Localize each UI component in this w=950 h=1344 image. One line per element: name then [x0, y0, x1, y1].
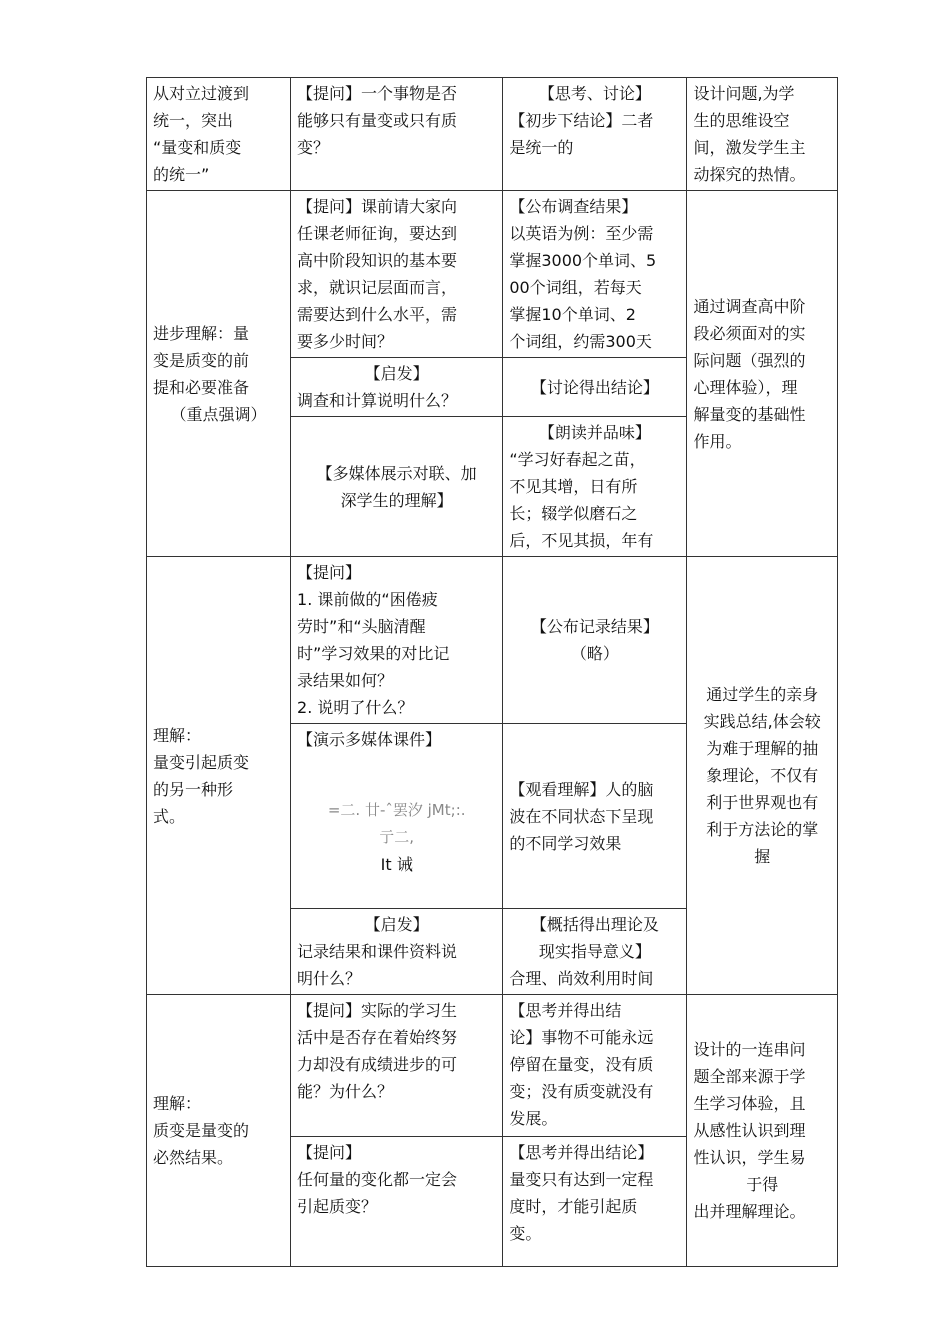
teacher-activity-cell	[291, 1137, 503, 1267]
intent-text: 利于世界观也有	[706, 793, 819, 812]
intent-text: 际问题（强烈的	[693, 350, 806, 370]
student-text: 后，不见其损，年有	[509, 531, 654, 550]
courseware-snippet-text: =二. 廿-ˆ罢汐 jMt;:.	[327, 801, 466, 819]
stage-text: 的统一”	[153, 165, 210, 184]
table-row	[147, 557, 838, 724]
intent-text: 通过调查高中阶	[693, 296, 806, 316]
student-text: 量变只有达到一定程	[509, 1170, 654, 1189]
intent-text: 段必须面对的实	[693, 323, 806, 343]
stage-text: 理解：	[153, 1094, 202, 1113]
teacher-activity-cell	[291, 78, 503, 191]
intent-text: 性认识，学生易	[693, 1148, 806, 1167]
teacher-text: 引起质变？	[297, 1197, 378, 1216]
intent-text: 生的思维设空	[693, 111, 790, 130]
teacher-text: 【提问】	[297, 1143, 362, 1162]
teacher-activity-cell	[291, 191, 503, 358]
student-text: “学习好春起之苗，	[509, 450, 646, 469]
stage-cell	[147, 78, 291, 191]
student-activity-cell	[503, 1137, 687, 1267]
teacher-activity-cell	[291, 557, 503, 724]
stage-text: 式。	[153, 806, 186, 826]
teacher-text: 深学生的理解】	[340, 490, 453, 510]
intent-text: 心理体验），理	[693, 377, 798, 397]
student-text: 变；没有质变就没有	[509, 1082, 654, 1101]
table-row	[147, 191, 838, 358]
intent-text: 生学习体验，且	[693, 1094, 806, 1113]
student-text: 【朗读并品味】	[538, 423, 651, 442]
student-text: （略）	[570, 644, 619, 663]
student-text: 【思考并得出结	[509, 1001, 622, 1020]
teacher-text: 【启发】	[364, 915, 429, 934]
teacher-text: 力却没有成绩进步的可	[297, 1055, 458, 1074]
stage-text: 质变是量变的	[153, 1121, 250, 1140]
intent-text: 为难于理解的抽	[706, 739, 819, 758]
table-row	[147, 78, 838, 191]
student-text: 波在不同状态下呈现	[509, 806, 654, 826]
courseware-snippet-text: It 诫	[380, 855, 413, 874]
stage-cell	[147, 995, 291, 1267]
student-activity-cell	[503, 995, 687, 1137]
stage-text: 的另一种形	[153, 779, 234, 799]
student-text: 个词组，约需300天	[509, 332, 652, 351]
student-text: 掌握3000个单词、5	[509, 251, 657, 270]
student-activity-cell	[503, 358, 687, 417]
student-activity-cell	[503, 557, 687, 724]
teacher-activity-cell	[291, 909, 503, 995]
stage-text: 进步理解：量	[153, 323, 250, 343]
teacher-text: 时”学习效果的对比记	[297, 644, 450, 663]
student-text: 的不同学习效果	[509, 833, 622, 853]
stage-text: “量变和质变	[153, 138, 242, 157]
teacher-text: 【提问】课前请大家向	[297, 197, 458, 216]
design-intent-cell	[687, 557, 838, 995]
stage-text: 理解：	[153, 725, 202, 745]
intent-text: 实践总结,体会较	[703, 712, 821, 731]
teacher-text: 活中是否存在着始终努	[297, 1028, 458, 1047]
stage-text: 从对立过渡到	[153, 84, 250, 103]
teacher-text: 任何量的变化都一定会	[297, 1170, 458, 1189]
teacher-text: 【提问】实际的学习生	[297, 1001, 458, 1020]
teacher-activity-cell	[291, 358, 503, 417]
intent-text: 设计问题,为学	[693, 84, 795, 103]
intent-text: 题全部来源于学	[693, 1067, 806, 1086]
student-text: 现实指导意义】	[538, 942, 651, 961]
stage-text: （重点强调）	[170, 404, 267, 424]
student-text: 论】事物不可能永远	[509, 1028, 654, 1047]
teacher-text: 记录结果和课件资料说	[297, 942, 458, 961]
stage-cell	[147, 191, 291, 557]
teacher-text: 1. 课前做的“困倦疲	[297, 590, 438, 609]
teacher-text: 要多少时间？	[297, 332, 394, 351]
teacher-text: 明什么？	[297, 969, 362, 988]
courseware-snippet-text: 亍二,	[379, 828, 415, 846]
stage-cell	[147, 557, 291, 995]
student-activity-cell	[503, 909, 687, 995]
intent-text: 解量变的基础性	[693, 404, 806, 424]
student-text: 00个词组，若每天	[509, 278, 642, 297]
stage-text: 必然结果。	[153, 1148, 234, 1167]
teacher-text: 需要达到什么水平，需	[297, 305, 458, 324]
intent-text: 于得	[746, 1175, 779, 1194]
teacher-text: 录结果如何？	[297, 671, 394, 690]
student-text: 掌握10个单词、2	[509, 305, 636, 324]
student-text: 度时，才能引起质	[509, 1197, 638, 1216]
intent-text: 从感性认识到理	[693, 1121, 806, 1140]
design-intent-cell	[687, 995, 838, 1267]
student-text: 【思考、讨论】	[538, 84, 651, 103]
student-text: 【讨论得出结论】	[530, 377, 659, 397]
stage-text: 提和必要准备	[153, 377, 250, 397]
teacher-text: 能够只有量变或只有质	[297, 111, 458, 130]
teacher-activity-cell	[291, 417, 503, 557]
teacher-text: 任课老师征询，要达到	[297, 224, 458, 243]
student-text: 【概括得出理论及	[530, 915, 659, 934]
intent-text: 通过学生的亲身	[706, 685, 819, 704]
teacher-text: 【提问】一个事物是否	[297, 84, 458, 103]
stage-text: 量变引起质变	[153, 752, 250, 772]
student-text: 【观看理解】人的脑	[509, 779, 654, 799]
stage-text: 统一，突出	[153, 111, 234, 130]
teacher-text: 求，就识记层面而言，	[297, 278, 458, 297]
intent-text: 间，激发学生主	[693, 138, 806, 157]
student-activity-cell	[503, 724, 687, 909]
student-text: 发展。	[509, 1109, 558, 1128]
teacher-text: 高中阶段知识的基本要	[297, 251, 458, 270]
student-text: 以英语为例：至少需	[509, 224, 654, 243]
student-text: 变。	[509, 1224, 542, 1243]
student-activity-cell	[503, 191, 687, 358]
student-text: 不见其增，日有所	[509, 477, 638, 496]
student-text: 【初步下结论】二者	[509, 111, 654, 130]
intent-text: 象理论，不仅有	[706, 766, 819, 785]
intent-text: 设计的一连串问	[693, 1040, 806, 1059]
teacher-text: 调查和计算说明什么？	[297, 391, 458, 410]
student-text: 【思考并得出结论】	[509, 1143, 654, 1162]
student-text: 是统一的	[509, 138, 574, 157]
student-text: 【公布调查结果】	[509, 197, 638, 216]
teacher-text: 【多媒体展示对联、加	[316, 463, 477, 483]
design-intent-cell	[687, 78, 838, 191]
intent-text: 出并理解理论。	[693, 1202, 806, 1221]
student-text: 长；辍学似磨石之	[509, 504, 638, 523]
intent-text: 作用。	[693, 431, 742, 451]
teacher-activity-cell	[291, 995, 503, 1137]
intent-text: 握	[754, 847, 771, 866]
teacher-text: 【演示多媒体课件】	[297, 730, 442, 749]
teacher-text: 【启发】	[364, 364, 429, 383]
teacher-text: 2. 说明了什么？	[297, 698, 414, 717]
teacher-text: 劳时”和“头脑清醒	[297, 617, 426, 636]
table-row	[147, 995, 838, 1137]
student-text: 【公布记录结果】	[530, 617, 659, 636]
intent-text: 利于方法论的掌	[706, 820, 819, 839]
stage-text: 变是质变的前	[153, 350, 250, 370]
teacher-text: 能？为什么？	[297, 1082, 394, 1101]
student-activity-cell	[503, 78, 687, 191]
student-text: 合理、尚效利用时间	[509, 969, 654, 988]
teacher-text: 变？	[297, 138, 330, 157]
teacher-text: 【提问】	[297, 563, 362, 582]
student-activity-cell	[503, 417, 687, 557]
student-text: 停留在量变，没有质	[509, 1055, 654, 1074]
lesson-plan-table	[146, 77, 838, 1267]
intent-text: 动探究的热情。	[693, 165, 806, 184]
design-intent-cell	[687, 191, 838, 557]
teacher-activity-cell	[291, 724, 503, 909]
